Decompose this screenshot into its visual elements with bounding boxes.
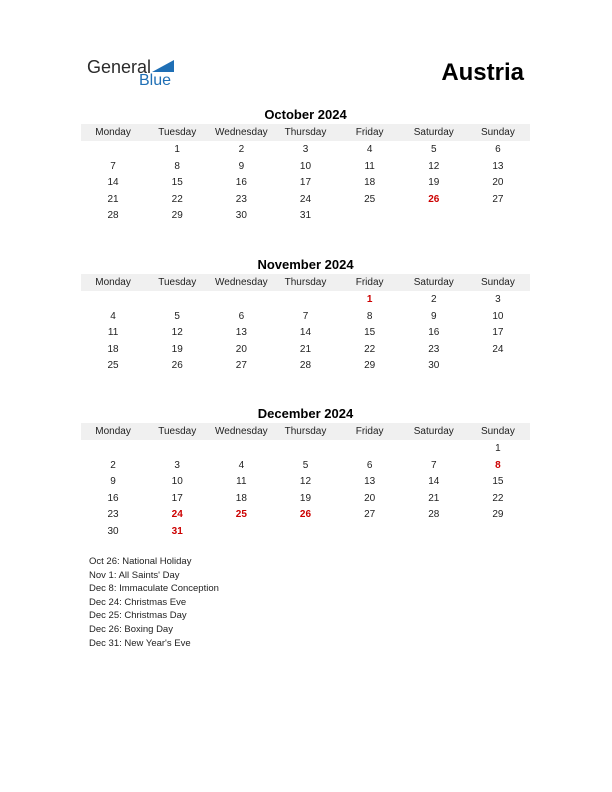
weekday-label: Saturday <box>413 426 454 437</box>
day-cell: 23 <box>235 193 247 205</box>
holiday-day-cell: 31 <box>171 525 183 537</box>
weekday-label: Friday <box>355 277 384 288</box>
day-cell: 30 <box>235 210 247 221</box>
month-calendar <box>81 405 530 540</box>
day-cell: 25 <box>364 193 376 205</box>
day-cell: 7 <box>302 310 309 322</box>
week-row <box>81 292 530 309</box>
day-cell: 3 <box>174 459 180 471</box>
weekday-label: Sunday <box>480 127 515 138</box>
day-cell: 27 <box>364 509 376 520</box>
holiday-item: Dec 31: New Year's Eve <box>89 637 191 649</box>
day-cell: 10 <box>492 310 504 322</box>
day-cell: 14 <box>428 476 440 487</box>
day-cell: 19 <box>428 177 440 188</box>
day-cell: 23 <box>428 343 440 355</box>
day-cell: 11 <box>236 476 247 487</box>
holiday-day-cell: 8 <box>495 459 501 471</box>
day-cell <box>81 292 145 309</box>
logo <box>87 56 187 92</box>
weekday-header-row <box>81 124 530 141</box>
day-cell: 13 <box>235 327 247 338</box>
day-cell: 12 <box>299 476 312 487</box>
logo-word-general: General <box>87 57 152 77</box>
day-cell <box>209 292 273 309</box>
weekday-label: Monday <box>95 277 131 288</box>
holiday-day-cell: 1 <box>366 294 373 305</box>
day-cell: 28 <box>107 210 119 221</box>
day-cell: 13 <box>364 476 376 487</box>
month-calendar <box>81 256 530 375</box>
day-cell: 18 <box>364 177 376 188</box>
day-cell: 7 <box>110 160 116 172</box>
holiday-item: Dec 24: Christmas Eve <box>89 596 187 608</box>
day-cell: 14 <box>299 327 312 338</box>
day-cell: 17 <box>171 492 183 504</box>
day-cell <box>273 441 337 458</box>
day-cell: 12 <box>428 160 440 172</box>
week-row <box>81 507 530 524</box>
day-cell: 10 <box>299 160 312 172</box>
day-cell: 29 <box>492 509 504 520</box>
weekday-header-row <box>81 423 530 440</box>
day-cell <box>81 142 145 159</box>
day-cell: 21 <box>428 492 440 504</box>
day-cell: 28 <box>428 509 440 520</box>
day-cell: 9 <box>430 310 437 322</box>
logo-triangle-icon <box>152 60 174 72</box>
day-cell: 9 <box>238 160 245 172</box>
day-cell: 1 <box>495 443 501 454</box>
day-cell: 10 <box>171 476 183 487</box>
week-row <box>81 491 530 508</box>
holiday-item: Dec 26: Boxing Day <box>89 623 173 635</box>
day-cell: 28 <box>299 360 312 371</box>
logo-word-blue: Blue <box>139 72 172 89</box>
day-cell: 20 <box>492 177 504 188</box>
day-cell: 24 <box>299 193 312 205</box>
day-cell: 22 <box>492 492 504 504</box>
day-cell: 23 <box>107 509 119 520</box>
day-cell: 29 <box>364 360 376 371</box>
week-row <box>81 474 530 491</box>
day-cell: 2 <box>110 459 116 471</box>
day-cell: 22 <box>171 193 183 205</box>
day-cell: 29 <box>171 210 183 221</box>
day-cell <box>402 208 466 225</box>
day-cell: 5 <box>302 459 309 471</box>
day-cell: 24 <box>492 343 504 355</box>
day-cell: 25 <box>107 360 119 371</box>
week-row <box>81 208 530 225</box>
day-cell: 16 <box>235 177 247 188</box>
day-cell: 27 <box>235 360 247 371</box>
week-row <box>81 142 530 159</box>
day-cell: 2 <box>430 294 437 305</box>
week-row <box>81 524 530 541</box>
week-row <box>81 342 530 359</box>
week-row <box>81 175 530 192</box>
weekday-label: Thursday <box>284 127 327 138</box>
day-cell: 15 <box>364 327 376 338</box>
country-title: Austria <box>441 59 524 86</box>
weekday-label: Thursday <box>284 277 327 288</box>
weekday-label: Tuesday <box>158 277 197 288</box>
day-cell: 18 <box>235 492 247 504</box>
weekday-label: Monday <box>95 127 131 138</box>
day-cell: 11 <box>364 160 375 172</box>
day-cell: 16 <box>107 492 119 504</box>
day-cell: 4 <box>110 310 116 322</box>
day-cell: 4 <box>366 144 373 155</box>
day-cell: 31 <box>299 210 312 221</box>
weekday-label: Monday <box>95 426 131 437</box>
weekday-label: Friday <box>355 127 384 138</box>
holiday-list <box>89 555 219 650</box>
day-cell <box>81 441 145 458</box>
day-cell: 6 <box>495 144 501 155</box>
day-cell: 2 <box>238 144 245 155</box>
weekday-label: Friday <box>355 426 384 437</box>
day-cell: 27 <box>492 193 504 205</box>
weekday-label: Saturday <box>413 277 454 288</box>
day-cell <box>145 441 209 458</box>
day-cell: 15 <box>171 177 183 188</box>
weekday-header-row <box>81 274 530 291</box>
day-cell: 12 <box>171 327 183 338</box>
day-cell: 1 <box>174 144 180 155</box>
day-cell <box>209 441 273 458</box>
day-cell: 13 <box>492 160 504 172</box>
month-calendar <box>81 106 530 225</box>
day-cell: 7 <box>430 459 437 471</box>
week-row <box>81 192 530 209</box>
holiday-day-cell: 26 <box>428 193 440 205</box>
weekday-label: Tuesday <box>158 127 197 138</box>
day-cell: 26 <box>171 360 183 371</box>
holiday-day-cell: 26 <box>299 509 312 520</box>
day-cell <box>145 292 209 309</box>
day-cell <box>273 524 337 541</box>
weekday-label: Sunday <box>480 277 515 288</box>
weekday-label: Wednesday <box>215 277 268 288</box>
day-cell <box>466 524 530 541</box>
day-cell: 3 <box>302 144 309 155</box>
day-cell: 17 <box>492 327 504 338</box>
day-cell: 18 <box>107 343 119 355</box>
day-cell: 11 <box>107 327 119 338</box>
day-cell: 20 <box>364 492 376 504</box>
day-cell: 21 <box>107 193 119 205</box>
day-cell: 5 <box>174 310 180 322</box>
day-cell <box>466 208 530 225</box>
day-cell: 22 <box>364 343 376 355</box>
day-cell <box>338 524 402 541</box>
month-title: October 2024 <box>264 107 347 122</box>
day-cell: 30 <box>428 360 440 371</box>
day-cell: 17 <box>299 177 312 188</box>
weekday-label: Tuesday <box>158 426 197 437</box>
holiday-item: Dec 8: Immaculate Conception <box>89 583 219 595</box>
week-row <box>81 309 530 326</box>
day-cell: 8 <box>366 310 373 322</box>
day-cell <box>273 292 337 309</box>
day-cell: 8 <box>174 160 180 172</box>
week-row <box>81 441 530 458</box>
holiday-day-cell: 25 <box>235 509 247 520</box>
day-cell: 14 <box>107 177 119 188</box>
month-title: December 2024 <box>257 406 354 421</box>
day-cell <box>338 441 402 458</box>
day-cell: 3 <box>495 294 501 305</box>
day-cell <box>209 524 273 541</box>
month-title: November 2024 <box>257 257 354 272</box>
day-cell: 21 <box>299 343 312 355</box>
week-row <box>81 159 530 176</box>
weekday-label: Wednesday <box>215 426 268 437</box>
week-row <box>81 358 530 375</box>
day-cell <box>338 208 402 225</box>
weekday-label: Wednesday <box>215 127 268 138</box>
day-cell: 5 <box>430 144 437 155</box>
week-row <box>81 325 530 342</box>
holiday-item: Nov 1: All Saints' Day <box>89 569 180 581</box>
day-cell <box>466 358 530 375</box>
week-row <box>81 458 530 475</box>
holiday-item: Oct 26: National Holiday <box>89 556 192 567</box>
day-cell: 9 <box>110 476 116 487</box>
day-cell: 6 <box>366 459 373 471</box>
weekday-label: Thursday <box>284 426 327 437</box>
day-cell: 19 <box>299 492 312 504</box>
day-cell: 30 <box>107 525 119 537</box>
day-cell <box>402 441 466 458</box>
holiday-day-cell: 24 <box>171 509 183 520</box>
day-cell <box>402 524 466 541</box>
weekday-label: Sunday <box>480 426 515 437</box>
day-cell: 19 <box>171 343 183 355</box>
day-cell: 15 <box>492 476 504 487</box>
day-cell: 20 <box>235 343 247 355</box>
day-cell: 6 <box>238 310 245 322</box>
day-cell: 16 <box>428 327 440 338</box>
day-cell: 4 <box>238 459 245 471</box>
weekday-label: Saturday <box>413 127 454 138</box>
holiday-item: Dec 25: Christmas Day <box>89 610 187 622</box>
